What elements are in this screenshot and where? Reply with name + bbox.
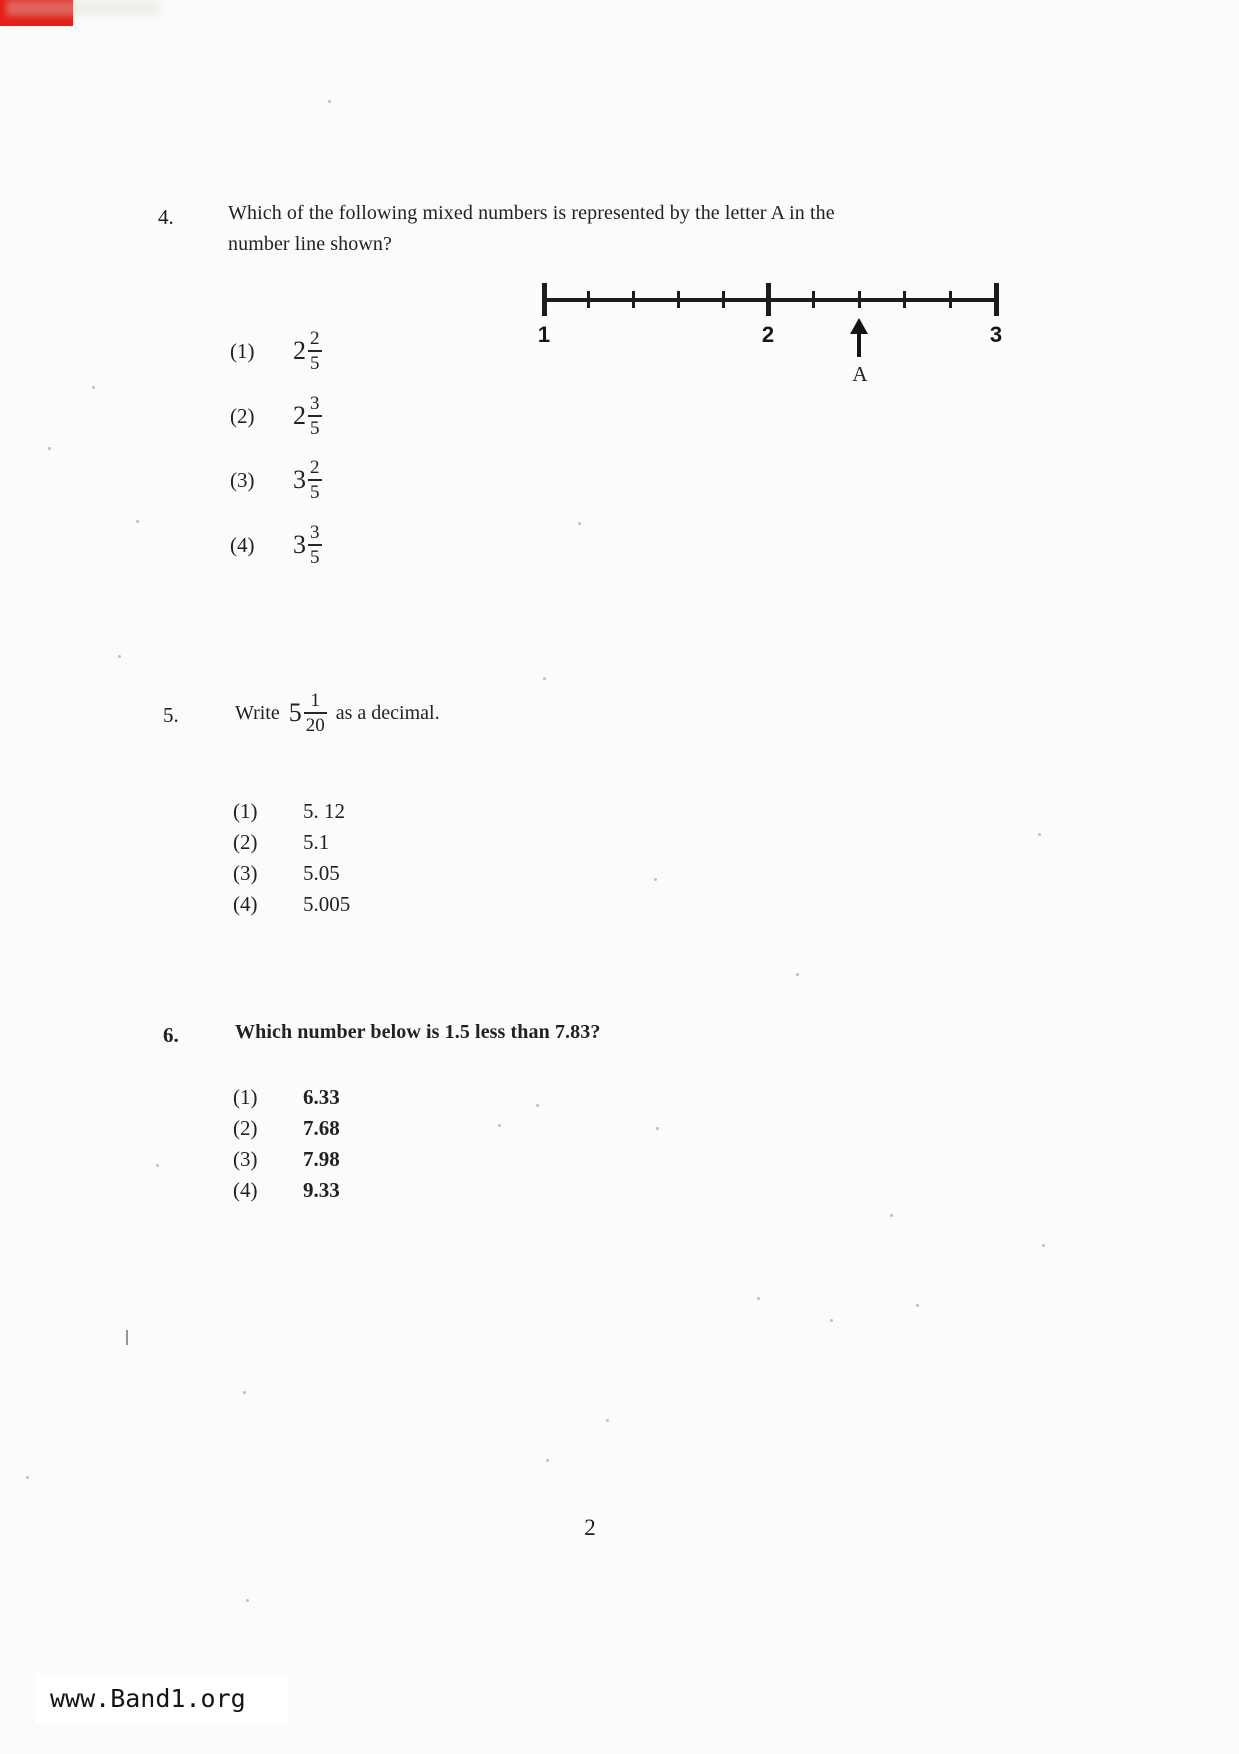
option-row — [233, 797, 345, 825]
pointer-label: A — [852, 362, 868, 386]
option-row — [230, 388, 322, 444]
mixed-number — [293, 394, 322, 438]
option-value: 6.33 — [303, 1084, 340, 1109]
fraction — [308, 523, 322, 567]
mixed-number — [293, 329, 322, 373]
page-number: 2 — [584, 1515, 596, 1540]
minor-tick — [722, 291, 725, 308]
scan-speck — [92, 386, 95, 389]
option-row — [233, 859, 340, 887]
mixed-number — [293, 523, 322, 567]
mixed-number — [289, 691, 327, 735]
option-value: 5.005 — [303, 891, 351, 916]
option-row — [233, 828, 329, 856]
option-label: (1) — [233, 1084, 258, 1109]
option-row — [233, 1145, 340, 1173]
fraction — [304, 691, 327, 735]
numerator: 1 — [310, 690, 320, 711]
fraction — [308, 458, 322, 502]
fraction — [308, 394, 322, 438]
minor-tick — [587, 291, 590, 308]
fraction-bar — [308, 479, 322, 481]
option-row — [233, 1176, 340, 1204]
major-tick — [766, 283, 771, 316]
scan-speck — [890, 1214, 893, 1217]
tick-label-1: 1 — [537, 322, 551, 347]
scan-speck — [243, 1391, 246, 1394]
watermark-url: www.Band1.org — [50, 1684, 246, 1713]
option-value: 5.1 — [303, 829, 330, 854]
tick-label-2: 2 — [761, 322, 775, 347]
scan-speck — [126, 1330, 128, 1345]
fraction-bar — [308, 415, 322, 417]
scan-speck — [578, 522, 581, 525]
minor-tick — [632, 291, 635, 308]
denominator: 5 — [310, 418, 320, 439]
scan-speck — [546, 1459, 549, 1462]
option-label: (4) — [230, 532, 255, 557]
option-label: (2) — [233, 829, 258, 854]
question-number: 6. — [163, 1023, 179, 1047]
scan-speck — [543, 677, 546, 680]
whole-number: 3 — [293, 530, 306, 559]
option-row — [233, 1114, 340, 1142]
scan-speck — [26, 1476, 29, 1479]
major-tick — [542, 283, 547, 316]
question-number: 4. — [158, 205, 174, 229]
option-label: (3) — [233, 1146, 258, 1171]
fraction-bar — [308, 544, 322, 546]
fraction — [308, 329, 322, 373]
scan-speck — [830, 1319, 833, 1322]
scan-speck — [328, 100, 331, 103]
scan-speck — [536, 1104, 539, 1107]
question-text — [235, 681, 440, 745]
option-label: (4) — [233, 1177, 258, 1202]
denominator: 5 — [310, 482, 320, 503]
option-value: 9.33 — [303, 1177, 340, 1202]
question-text-line1: Which of the following mixed numbers is represented by the letter A in the — [228, 202, 835, 224]
major-tick — [994, 283, 999, 316]
minor-tick — [812, 291, 815, 308]
scan-speck — [656, 1127, 659, 1130]
whole-number: 2 — [293, 336, 306, 365]
option-value: 7.68 — [303, 1115, 340, 1140]
fraction-bar — [308, 350, 322, 352]
option-label: (3) — [230, 467, 255, 492]
scan-speck — [118, 655, 121, 658]
option-label: (4) — [233, 891, 258, 916]
scan-speck — [1038, 833, 1041, 836]
option-label: (2) — [230, 403, 255, 428]
option-value: 7.98 — [303, 1146, 340, 1171]
fraction-bar — [304, 712, 327, 714]
option-value: 5.05 — [303, 860, 340, 885]
numerator: 3 — [310, 393, 320, 414]
scan-speck — [1042, 1244, 1045, 1247]
whole-number: 2 — [293, 401, 306, 430]
question-text-before: Write — [235, 701, 280, 724]
scan-speck — [757, 1297, 760, 1300]
numerator: 2 — [310, 328, 320, 349]
scan-speck — [136, 520, 139, 523]
numerator: 3 — [310, 522, 320, 543]
minor-tick — [677, 291, 680, 308]
option-label: (2) — [233, 1115, 258, 1140]
question-text-line2: number line shown? — [228, 233, 392, 255]
option-row — [230, 517, 322, 573]
option-value: 5. 12 — [303, 798, 345, 823]
whole-number: 5 — [288, 698, 302, 727]
question-number: 5. — [163, 703, 179, 727]
option-label: (1) — [230, 338, 255, 363]
scan-speck — [654, 878, 657, 881]
scan-speck — [156, 1164, 159, 1167]
denominator: 5 — [310, 353, 320, 374]
option-label: (3) — [233, 860, 258, 885]
option-row — [233, 890, 350, 918]
scan-blotch — [6, 0, 161, 16]
scan-speck — [916, 1304, 919, 1307]
option-label: (1) — [233, 798, 258, 823]
option-row — [233, 1083, 340, 1111]
numerator: 2 — [310, 457, 320, 478]
scan-speck — [246, 1599, 249, 1602]
option-row — [230, 452, 322, 508]
number-line — [537, 278, 1003, 388]
denominator: 5 — [310, 547, 320, 568]
denominator: 20 — [305, 715, 325, 736]
scan-speck — [606, 1419, 609, 1422]
scan-speck — [48, 447, 51, 450]
question-text-after: as a decimal. — [335, 701, 440, 724]
scan-speck — [498, 1124, 501, 1127]
option-row — [230, 323, 322, 379]
whole-number: 3 — [293, 465, 306, 494]
question-text: Which number below is 1.5 less than 7.83? — [235, 1021, 601, 1043]
minor-tick — [858, 291, 861, 308]
mixed-number — [293, 458, 322, 502]
arrow-shaft — [857, 332, 861, 357]
scan-speck — [796, 973, 799, 976]
tick-label-3: 3 — [989, 322, 1003, 347]
minor-tick — [903, 291, 906, 308]
minor-tick — [949, 291, 952, 308]
